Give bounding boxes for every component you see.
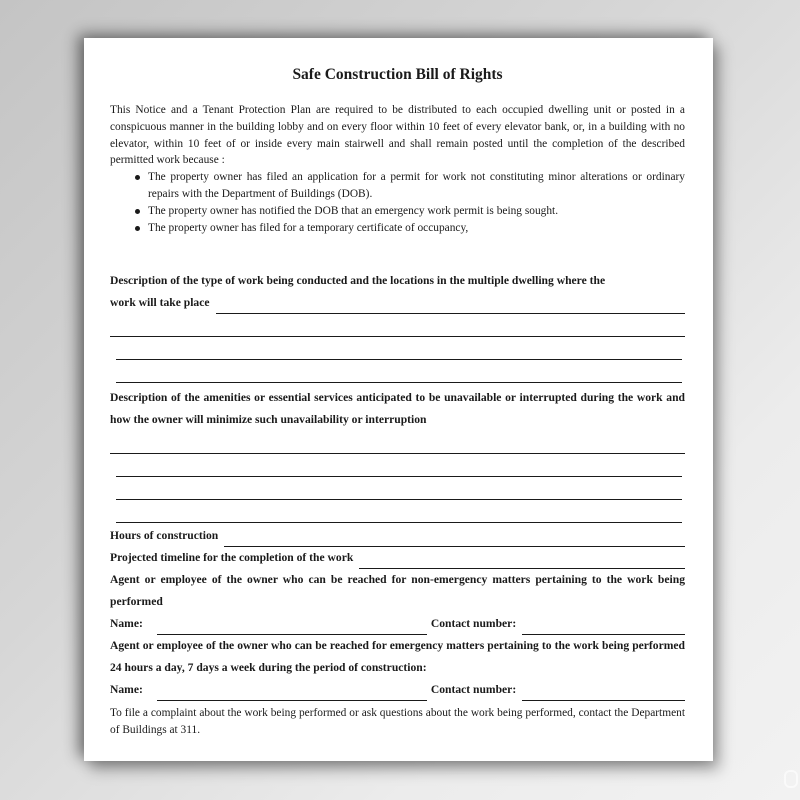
complaint-footer: To file a complaint about the work being performed or ask questions about the work being performed, contact the Department of Buildings at 311. bbox=[110, 707, 685, 737]
work-description-label: Description of the type of work being conducted and the locations in the multiple dwelling where the bbox=[110, 274, 606, 288]
list-item-text: The property owner has notified the DOB that an emergency work permit is being sought. bbox=[148, 204, 559, 217]
intro-paragraph: This Notice and a Tenant Protection Plan are required to be distributed to each occupied dwelling unit or posted in a conspicuous manner in the building lobby and on every floor within 10 feet of every elevator bank, or, in a building with no elevator, within 10 feet of or inside every main stairwell and shall remain posted until the completion of the described permitted work because : bbox=[110, 104, 685, 167]
list-item bbox=[148, 220, 685, 237]
emergency-contact-label: Contact number: bbox=[430, 683, 517, 697]
watermark-icon bbox=[784, 770, 798, 788]
amenities-line-1[interactable] bbox=[110, 431, 685, 454]
bullet-icon bbox=[135, 175, 140, 180]
timeline-row bbox=[110, 547, 685, 569]
document-body bbox=[110, 66, 685, 739]
work-description-label-cont: work will take place bbox=[110, 296, 210, 310]
emergency-name-field[interactable] bbox=[157, 685, 427, 701]
work-description-line-2[interactable] bbox=[110, 314, 685, 337]
timeline-label: Projected timeline for the completion of the work bbox=[110, 551, 354, 565]
bullet-icon bbox=[135, 209, 140, 214]
list-item bbox=[148, 169, 685, 203]
timeline-field[interactable] bbox=[359, 553, 685, 569]
work-description-line-3[interactable] bbox=[116, 337, 682, 360]
bullet-icon bbox=[135, 226, 140, 231]
non-emergency-contact-label: Contact number: bbox=[430, 617, 517, 631]
list-item bbox=[148, 203, 685, 220]
amenities-line-3[interactable] bbox=[116, 477, 682, 500]
emergency-contact-row bbox=[110, 679, 685, 701]
hours-field[interactable] bbox=[224, 531, 685, 547]
document-title: Safe Construction Bill of Rights bbox=[292, 66, 503, 83]
list-item-text: The property owner has filed an application for a permit for work not constituting minor alterations or ordinary repairs with the Department of Buildings (DOB). bbox=[148, 171, 685, 200]
emergency-name-label: Name: bbox=[110, 683, 143, 697]
amenities-section bbox=[110, 387, 685, 523]
non-emergency-name-field[interactable] bbox=[157, 619, 427, 635]
non-emergency-name-label: Name: bbox=[110, 617, 143, 631]
non-emergency-contact-field[interactable] bbox=[522, 619, 685, 635]
hours-label: Hours of construction bbox=[110, 529, 219, 543]
amenities-label: Description of the amenities or essential services anticipated to be unavailable or interrupted during the work and how the owner will minimize such unavailability or interruption bbox=[110, 391, 685, 427]
amenities-line-2[interactable] bbox=[116, 454, 682, 477]
non-emergency-label: Agent or employee of the owner who can be reached for non-emergency matters pertaining to the work being performed bbox=[110, 573, 685, 609]
document-page bbox=[84, 38, 713, 761]
list-item-text: The property owner has filed for a temporary certificate of occupancy, bbox=[148, 221, 469, 234]
work-description-section bbox=[110, 270, 685, 383]
work-description-field[interactable] bbox=[216, 298, 685, 314]
hours-row bbox=[110, 525, 685, 547]
work-description-row bbox=[110, 292, 685, 314]
amenities-line-4[interactable] bbox=[116, 500, 682, 523]
reasons-list bbox=[110, 169, 685, 236]
emergency-contact-field[interactable] bbox=[522, 685, 685, 701]
work-description-line-4[interactable] bbox=[116, 360, 682, 383]
emergency-label: Agent or employee of the owner who can be reached for emergency matters pertaining to the work being performed 24 hours a day, 7 days a week during the period of construction: bbox=[110, 639, 685, 675]
non-emergency-contact-row bbox=[110, 613, 685, 635]
